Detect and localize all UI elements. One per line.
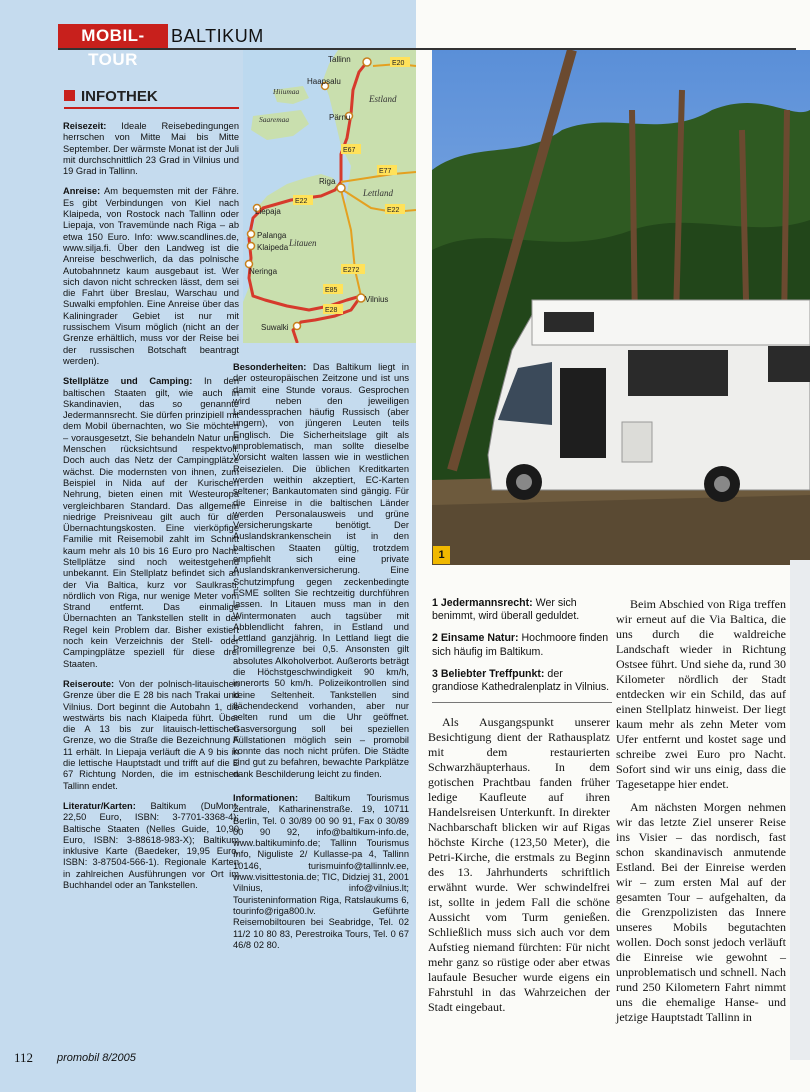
city-marker-vilnius <box>357 294 365 302</box>
baltic-route-map <box>243 50 416 343</box>
road-label-e272: E272 <box>343 267 360 274</box>
van-side-window <box>628 350 728 396</box>
informationen-head: Informationen: <box>233 792 299 803</box>
caption-2-num: 2 <box>432 632 438 645</box>
city-marker-palanga <box>248 231 255 238</box>
stellplaetze-paragraph <box>63 376 239 670</box>
city-marker-tallinn <box>363 58 371 66</box>
caption-1 <box>432 597 612 623</box>
caption-2-text: Hochmoore finden sich häufig im Baltikum. <box>432 632 609 658</box>
literatur-head: Literatur/Karten: <box>63 800 136 811</box>
city-parnu: Pärnu <box>329 113 351 122</box>
city-tallinn: Tallinn <box>328 55 351 64</box>
infothek-column-1 <box>63 121 239 900</box>
informationen-paragraph <box>233 793 409 951</box>
page-number: 112 <box>14 1050 34 1065</box>
stellplaetze-text: In den baltischen Staaten gilt, wie auch in Skandinavien, das so genannte Jedermannsrecht. Sie dürfen prinzipiell mit dem Mobil übernachten, wo Sie möchten – vorausgesetzt, Sie behandeln Natur und Menschen rücksichtsund respektvoll. Doch auch das Netz der Campingplätze wächst. Die modernsten von ihnen, zum Beispiel in Nida auf der Kurischen Nehrung, bieten einen mit Westeuropa vergleichbaren Standard. Das allgemein niedrige Preisniveau gilt auch für die Übernachtungskosten. Eine vierköpfige Familie mit Reisemobil zahlt im Schnitt kaum mehr als 10 bis 16 Euro pro Nacht. Stellplätze sind noch weitestgehend unbekannt. Ein Stellplatz befindet sich an der Via Baltica, kurz vor Saulkrasti, nördlich von Riga, nur wenige Meter vom Strand entfernt. Das einmalige Übernachten an Tankstellen stellt in der Regel kein Problem dar. Bisher existiert noch kein Verzeichnis der Stell- oder Campingplätze speziell für diese drei Staaten. <box>63 376 239 669</box>
reisezeit-text: Ideale Reisebedingungen herrschen von Mitte Mai bis Mitte September. Der wärmste Monat ist der Juli mit durchschnittlich 23 Grad in Vilnius und 19 Grad in Tallinn. <box>63 121 239 177</box>
van-rear-hub <box>714 476 730 492</box>
besonderheiten-paragraph <box>233 362 409 780</box>
van-door-opening <box>560 368 606 458</box>
literatur-text: Baltikum (DuMont, 22,50 Euro, ISBN: 3-7701-3368-4); Baltische Staaten (Nelles Guide, 10,90 Euro, ISBN: 3-88618-983-X); Baltikum inklusive Karte (Baedeker, 19,95 Euro, ISBN: 3-87504-566-1). Regionale Karten in zahlreichen Ausführungen vor Ort im Buchhandel oder an Tankstellen. <box>63 800 239 890</box>
island-hiiumaa: Hiiumaa <box>273 87 300 96</box>
road-label-e22-east: E22 <box>387 207 400 214</box>
besonderheiten-text: Das Baltikum liegt in der osteuropäischen Zeitzone und ist uns damit eine Stunde voraus. Gesprochen wird neben den jeweiligen Landessprachen häufig Russisch (aber ungern), von jüngeren Leuten teils Englisch. Die Sicherheitslage gilt als unproblematisch, man sollte dieselbe Vorsicht walten lassen wie in westlichen Reisezielen. Die üblichen Kreditkarten werden weithin akzeptiert, EC-Karten seltener; Bankautomaten sind gängig. Für die Einreise in die baltischen Länder werden Personalausweis und grüne Versicherungskarte benötigt. Der Auslandskrankenschein ist in den baltischen Staaten gültig, trotzdem empfiehlt sich eine private Auslandskrankenversicherung. Eine Schutzimpfung gegen zeckenbedingte FSME sollten Sie rechtzeitig durchführen lassen. In Litauen muss man in den Wintermonaten auch tagsüber mit Abblendlicht fahren, in Estland und Lettland ganzjährig. In Lettland liegt die Promillegrenze bei 0,5. Ansonsten gilt absolutes Alkoholverbot. Außerorts beträgt die Höchstgeschwindigkeit 90 km/h, innerorts 50 km/h. Polizeikontrollen sind keine Seltenheit. Tankstellen sind flächendeckend vorhanden, aber nur selten rund um die Uhr geöffnet. Gasversorgung soll bei speziellen Füllstationen möglich sein – promobil konnte das noch nicht prüfen. Die Städte sind gut zu befahren, bewachte Parkplätze dank Beschilderung leicht zu finden. <box>233 362 409 779</box>
caption-separator <box>432 702 612 703</box>
anreise-text: Am bequemsten mit der Fähre. Es gibt Verbindungen von Kiel nach Klaipeda, von Rostock nach Tallinn oder Liepaja, von Travemünde nach Riga – ab etwa 150 Euro. Info: www.scandlines.de, www.silja.fi. Über den Landweg ist die Anreise beschwerlich, da das polnische Autobahnnetz kaum ausgebaut ist. Wer sich davon nicht schrecken lässt, dem sei die Fahrt über Breslau, Warschau und Suwalki empfohlen. Eine Anreise über das Kaliningrader Gebiet ist nur mit russischem Visum möglich (nicht an der Grenze erhältlich, muss vor der Reise bei der russischen Botschaft beantragt werden). <box>63 186 239 366</box>
caption-3-text: der grandiose Kathedralenplatz in Vilnius. <box>432 667 610 694</box>
road-label-e67: E67 <box>343 147 356 154</box>
caption-2-title: Einsame Natur: <box>440 632 519 645</box>
van-alcove-window <box>544 312 594 332</box>
caption-1-num: 1 <box>432 597 438 609</box>
region-label: BALTIKUM <box>171 26 264 46</box>
article-right-paragraph-1: Beim Abschied von Riga treffen wir erneut auf die Via Baltica, die uns durch die waldreiche Landschaft wieder in Richtung Ostsee führt. Und siehe da, rund 30 Kilometer nördlich der Stadt entdecken wir ein Schild, das auf einen Stellplatz hinweist. Der liegt kaum mehr als zehn Meter vom Ufer entfernt und kostet sage und schreibe zwei Euro pro Nacht. Sofort sind wir uns einig, dass die Tagesetappe hier endet. <box>616 597 786 791</box>
city-palanga: Palanga <box>257 231 287 240</box>
magazine-issue: promobil 8/2005 <box>57 1052 136 1064</box>
city-riga: Riga <box>319 177 336 186</box>
island-saaremaa: Saaremaa <box>259 115 290 124</box>
article-right-paragraph-2: Am nächsten Morgen nehmen wir das letzte Ziel unserer Reise ins Visier – das nordisch, fast schon skandinavisch anmutende Estland. Bei der Einreise werden wir – zum ersten Mal auf der gesamten Tour – aufgehalten, da die Grenzpolizisten das Innere unseres Mobils begutachten wollen. Doch sonst jedoch verläuft die Einreise wie gewohnt – unproblematisch und schnell. Nach rund 250 Kilometern Fahrt nimmt uns die ehemalige Hanse- und jetzige Hauptstadt Tallinn in <box>616 800 786 1024</box>
informationen-text: Baltikum Tourismus Zentrale, Katharinenstraße. 19, 10711 Berlin, Tel. 0 30/89 00 90 91, Fax 0 30/89 00 90 92, info@baltikum-info.de, www.baltikuminfo.de; Tallinn Tourismus Info, Niguliste 2/ Kullasse-pa 4, Tallinn 10146, turismuinfo@tallinnlv.ee, www.visittestonia.de; TIC, Didziej 31, 2001 Vilnius, info@vilnius.lt; Touristeninformation Riga, Ratslaukums 6, tourinfo@riga800.lv. Geführte Reisemobiltouren bei Seabridge, Tel. 02 11/2 10 80 83, Perestroika Tours, Tel. 0 67 46/8 02 80. <box>233 792 409 950</box>
infothek-title-text: INFOTHEK <box>81 88 158 105</box>
van-locker <box>622 422 652 462</box>
city-vilnius: Vilnius <box>365 295 389 304</box>
reisezeit-paragraph <box>63 121 239 177</box>
red-square-icon <box>64 90 75 101</box>
infothek-column-2 <box>233 362 409 960</box>
van-rear-window <box>768 346 810 382</box>
city-marker-klaipeda <box>248 243 255 250</box>
reiseroute-text: Von der polnisch-litauischen Grenze über die E 28 bis nach Trakai und Vilnius. Dort beginnt die Autobahn 1, die westwärts bis nach Klaipeda führt. Über die A 13 bis zur litauisch-lettischen Grenze, wo die Straße die Bezeichnung A 11 erhält. In Liepaja verläuft die A 9 bis in die lettische Hauptstadt und trifft auf die E 67 Richtung Norden, die im estnischen Tallinn endet. <box>63 678 239 791</box>
anreise-head: Anreise: <box>63 186 101 197</box>
caption-2 <box>432 632 612 658</box>
city-suwalki: Suwalki <box>261 323 289 332</box>
infothek-rule <box>64 107 239 109</box>
region-litauen: Litauen <box>289 238 317 248</box>
road-label-e28: E28 <box>325 307 338 314</box>
city-haapsalu: Haapsalu <box>307 77 341 86</box>
caption-3 <box>432 668 612 694</box>
anreise-paragraph <box>63 186 239 367</box>
stellplaetze-head: Stellplätze und Camping: <box>63 376 193 387</box>
van-front-hub <box>516 474 532 490</box>
city-marker-suwalki <box>294 323 301 330</box>
city-klaipeda: Klaipeda <box>257 243 289 252</box>
photo-camper-van <box>488 300 810 502</box>
reisezeit-head: Reisezeit: <box>63 121 107 131</box>
photo-captions <box>432 597 612 703</box>
photo-number-badge: 1 <box>433 546 450 564</box>
city-liepaja: Liepaja <box>255 207 281 216</box>
reiseroute-paragraph <box>63 679 239 792</box>
caption-3-title: Beliebter Treffpunkt: <box>440 667 545 680</box>
region-estland: Estland <box>369 94 397 104</box>
besonderheiten-head: Besonderheiten: <box>233 362 307 372</box>
article-column-left <box>428 715 610 1015</box>
city-marker-riga <box>337 184 345 192</box>
infothek-title <box>64 88 158 105</box>
next-page-edge <box>790 560 810 1060</box>
region-lettland: Lettland <box>363 188 394 198</box>
road-label-e85: E85 <box>325 287 338 294</box>
caption-1-title: Jedermannsrecht: <box>440 597 533 609</box>
road-label-e22-west: E22 <box>295 198 308 205</box>
article-left-paragraph-1: Als Ausgangspunkt unserer Besichtigung dient der Rathausplatz mit dem restaurierten Schwarzhäupterhaus. In dem gotischen Prachtbau fanden früher ledige Kaufleute auf ihren Handelsreisen Unterkunft. In direkter Nachbarschaft blicken wir auf Rigas höchste Kirche (123,50 Meter), die Petri-Kirche, die erstmals zu Beginn des 13. Jahrhunderts schriftlich erwähnt wurde. Wer schwindelfrei ist, sollte in jedem Fall die schöne Aussicht vom Turm genießen. Schließlich muss sich auch vor dem Aufstieg niemand fürchten: Für nicht mehr ganz so rüstige oder aber etwas laufaule Besucher wurde eigens ein Fahrstuhl in das Wahrzeichen der Stadt eingebaut. <box>428 715 610 1014</box>
city-neringa: Neringa <box>249 267 278 276</box>
literatur-paragraph <box>63 801 239 891</box>
caption-3-num: 3 <box>432 667 438 680</box>
camper-van-photo <box>432 50 810 565</box>
caption-1-text: Wer sich benimmt, wird überall geduldet. <box>432 597 580 623</box>
photo-ground-shadow <box>432 495 810 565</box>
road-label-e20: E20 <box>392 60 405 67</box>
road-label-e77: E77 <box>379 168 392 175</box>
article-column-right <box>616 597 786 1025</box>
series-label: MOBIL-TOUR <box>58 24 168 48</box>
reiseroute-head: Reiseroute: <box>63 678 115 689</box>
